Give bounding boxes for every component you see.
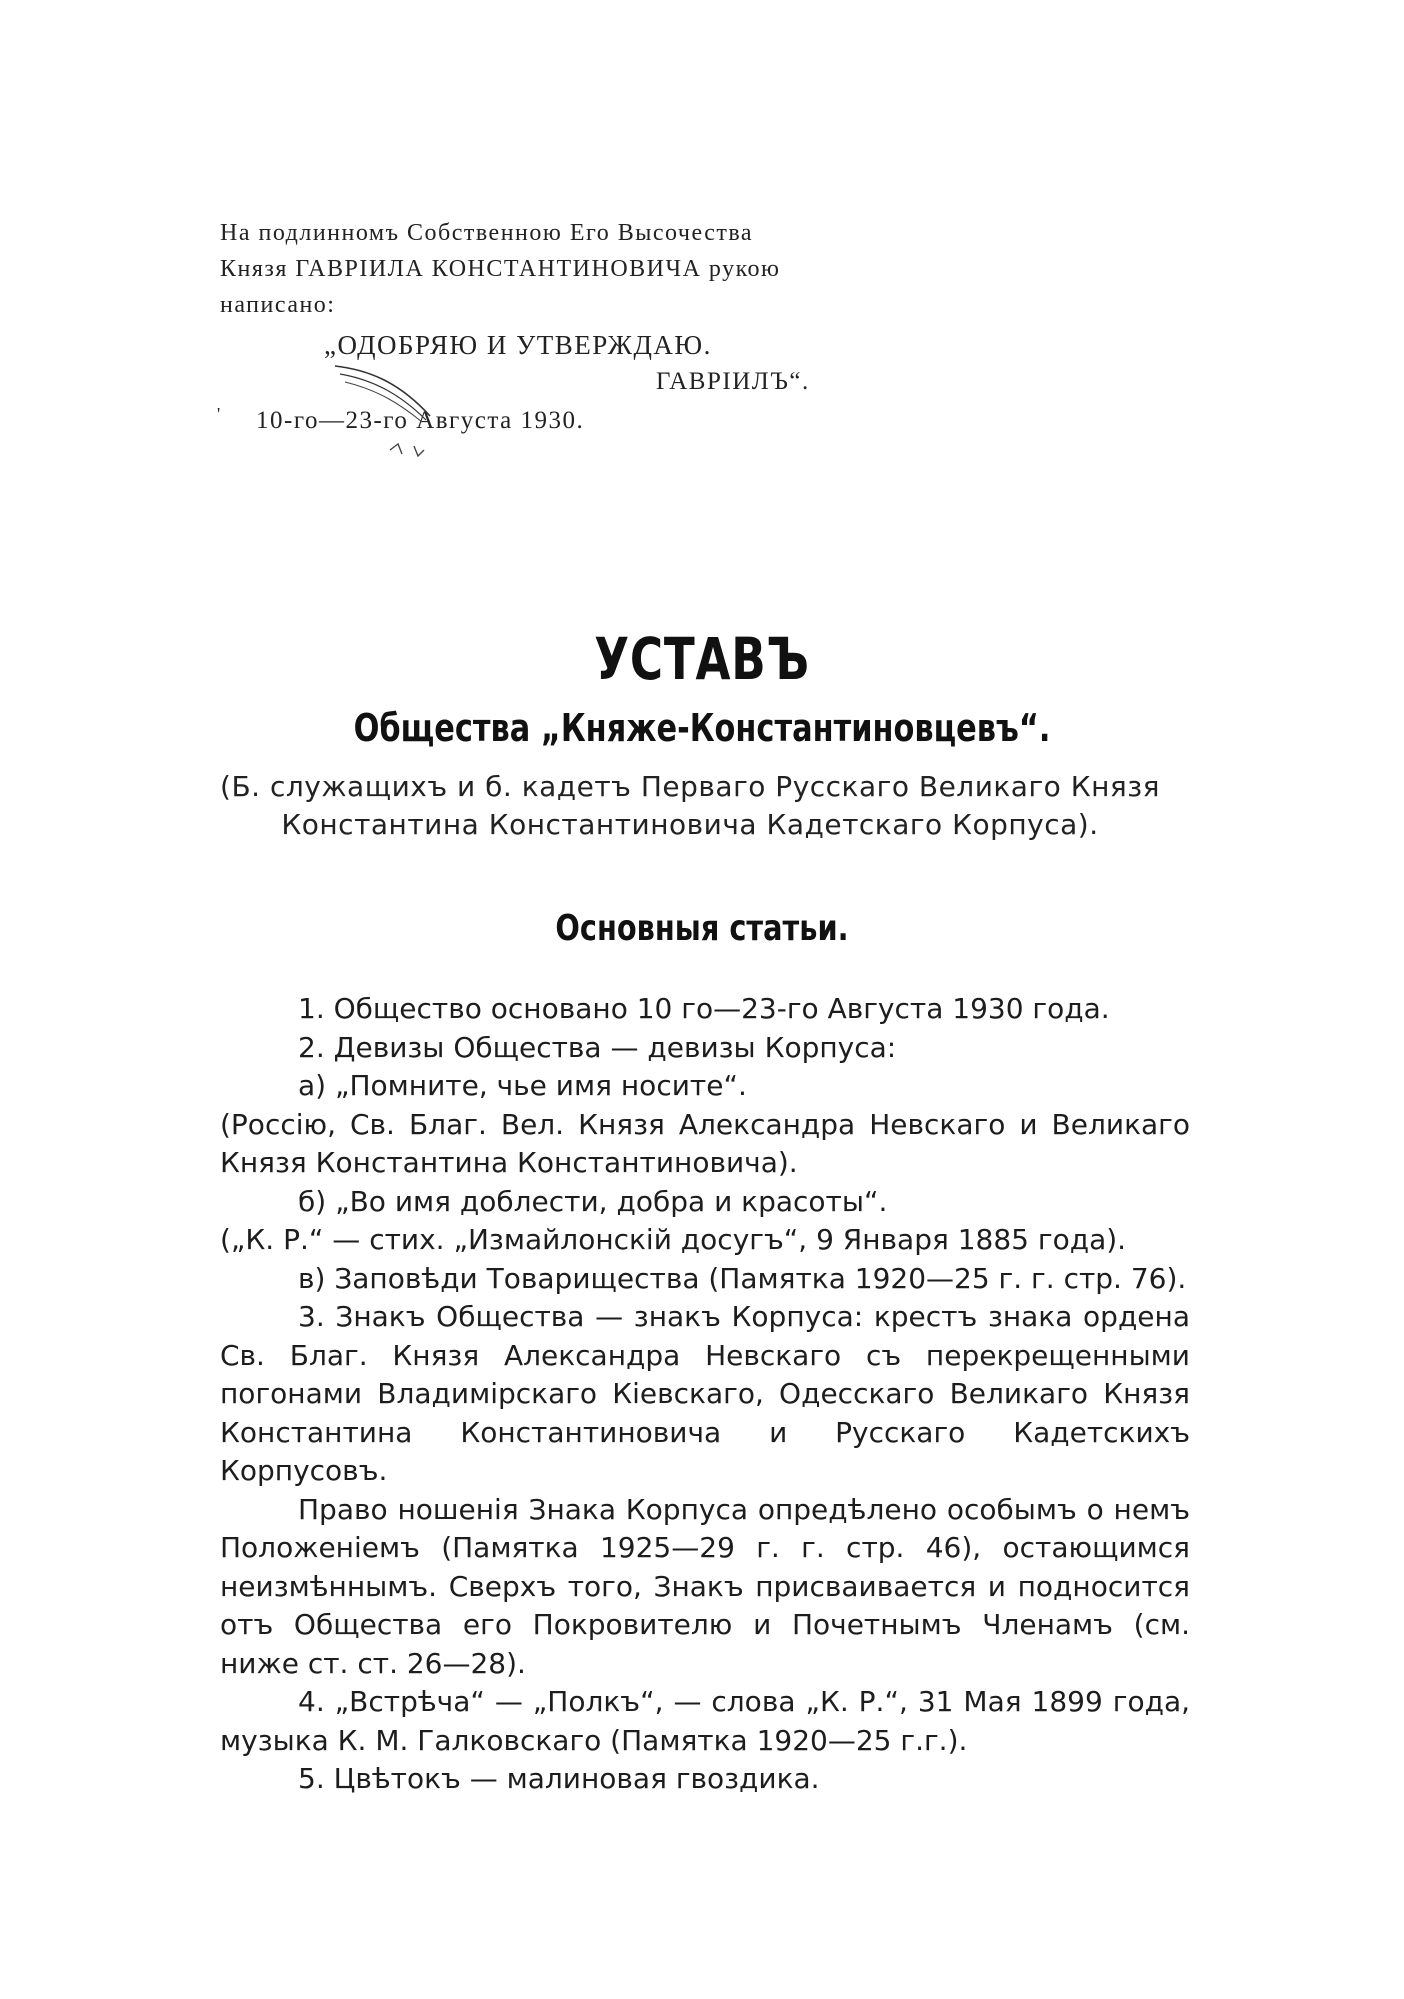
article-paragraph: б) „Во имя доблести, добра и красоты“. xyxy=(298,1184,888,1218)
approval-resolution: „ОДОБРЯЮ И УТВЕРЖДАЮ. xyxy=(324,330,712,360)
approval-date: 10-го—23-го Августа 1930. xyxy=(256,407,585,434)
article-paragraph: 5. Цвѣтокъ — малиновая гвоздика. xyxy=(298,1762,820,1795)
approval-line: На подлинномъ Собственною Его Высочества xyxy=(220,220,754,246)
article-paragraph: Право ношенія Знака Корпуса опредѣлено особымъ о немъ Положеніемъ (Памятка 1925—29 г. г. стр. 46), остающимся неизмѣннымъ. Сверхъ того, Знакъ присваивается и подносится отъ Общества его Покровителю и Почетнымъ Членамъ (см. ниже ст. ст. 26—28). xyxy=(220,1492,1190,1680)
document-subtitle: Общества „Княже-Константиновцевъ“. xyxy=(353,706,1051,750)
article-paragraph: 2. Девизы Общества — девизы Корпуса: xyxy=(298,1030,897,1064)
document-parenthetical xyxy=(190,768,1190,844)
handwritten-stroke-icon xyxy=(330,358,450,468)
document-title: УСТАВЪ xyxy=(594,625,810,693)
parenthetical-line: (Б. служащихъ и б. кадетъ Перваго Русскаго Великаго Князя xyxy=(220,770,1160,803)
article-paragraph: в) Заповѣди Товарищества (Памятка 1920—25 г. г. стр. 76). xyxy=(298,1261,1187,1295)
article-paragraph: а) „Помните, чье имя носите“. xyxy=(298,1069,747,1102)
margin-mark-icon: ' xyxy=(217,404,222,424)
approval-signature: ГАВРІИЛЪ“. xyxy=(656,368,810,395)
section-heading: Основныя статьи. xyxy=(555,908,849,949)
approval-line: Князя ГАВРІИЛА КОНСТАНТИНОВИЧА рукою xyxy=(220,256,781,282)
article-paragraph: 3. Знакъ Общества — знакъ Корпуса: крестъ знака ордена Св. Благ. Князя Александра Невскаго съ перекрещенными погонами Владимірскаго Кіевскаго, Одесскаго Великаго Князя Константина Константиновича и Русскаго Кадетскихъ Корпусовъ. xyxy=(220,1300,1190,1487)
article-paragraph: (Россію, Св. Благ. Вел. Князя Александра Невскаго и Великаго Князя Константина Константиновича). xyxy=(220,1107,1190,1179)
article-paragraph: („К. Р.“ — стих. „Измайлонскій досугъ“, 9 Января 1885 года). xyxy=(220,1223,1127,1256)
articles-body xyxy=(220,990,1190,1799)
approval-line: написано: xyxy=(220,292,336,318)
article-paragraph: 1. Общество основано 10 го—23-го Августа 1930 года. xyxy=(298,992,1110,1025)
parenthetical-line: Константина Константиновича Кадетскаго Корпуса). xyxy=(281,808,1099,841)
article-paragraph: 4. „Встрѣча“ — „Полкъ“, — слова „К. Р.“, 31 Мая 1899 года, музыка К. М. Галковскаго (Памятка 1920—25 г.г.). xyxy=(220,1685,1190,1757)
